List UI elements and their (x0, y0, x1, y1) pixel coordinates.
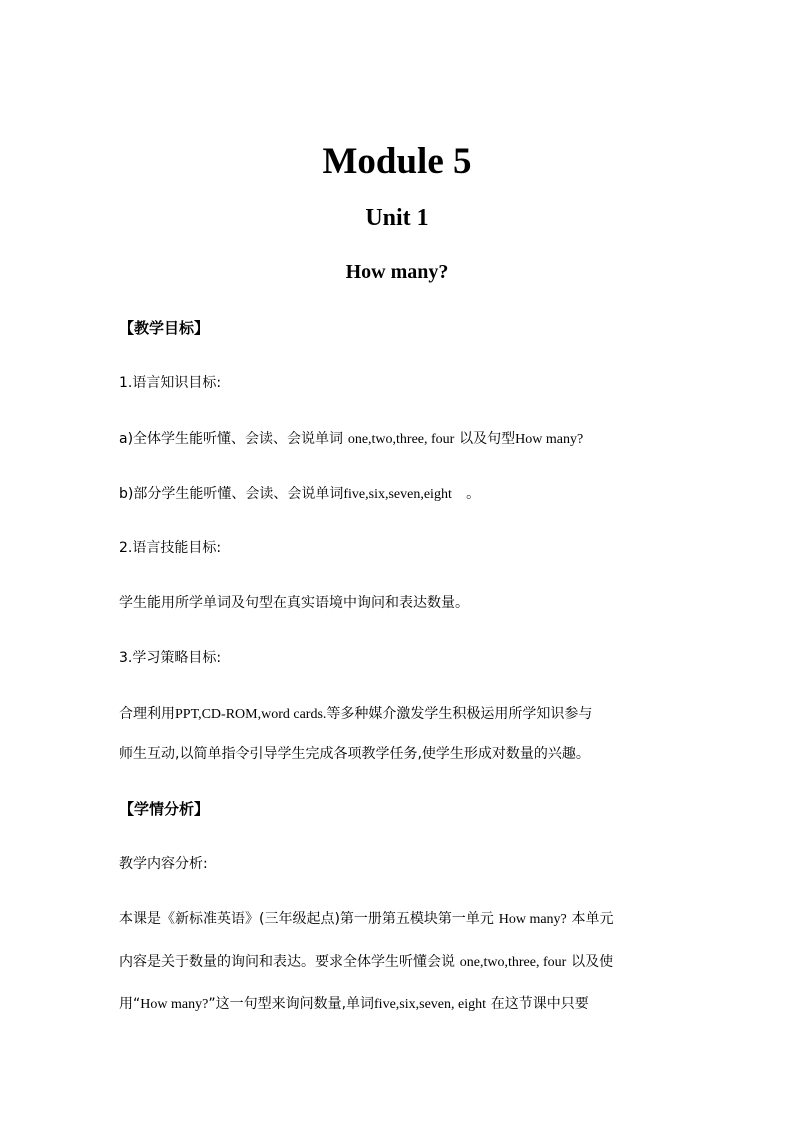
goal3-line1 (119, 703, 592, 725)
para2-text-b: 以及使 (571, 954, 614, 970)
goal1-b-end: 。 (466, 486, 481, 502)
goal3-label: 3.学习策略目标: (119, 650, 222, 666)
para3-text-b: ”这一句型来询问数量,单词 (208, 996, 375, 1012)
goals-heading: 【教学目标】 (119, 319, 210, 337)
module-title: Module 5 (322, 141, 472, 182)
para-line1 (119, 908, 614, 930)
goal1-a-text: a)全体学生能听懂、会读、会说单词 (119, 431, 344, 447)
para3-pattern: How many? (140, 997, 209, 1012)
goal3-media: PPT,CD-ROM,word cards. (175, 707, 327, 722)
goal1-a-pattern: How many? (515, 432, 584, 447)
para1-text-a: 本课是《新标准英语》(三年级起点)第一册第五模块第一单元 (119, 911, 494, 927)
para-line3 (119, 993, 589, 1015)
goal1-b-text: b)部分学生能听懂、会读、会说单词 (119, 486, 344, 502)
unit-title: Unit 1 (365, 205, 429, 231)
para2-text-a: 内容是关于数量的询问和表达。要求全体学生听懂会说 (119, 954, 455, 970)
goal3-text-a: 合理利用 (119, 706, 175, 722)
para3-text-a: 用“ (119, 996, 141, 1012)
para3-text-c: 在这节课中只要 (490, 996, 589, 1012)
goal2-text: 学生能用所学单词及句型在真实语境中询问和表达数量。 (119, 595, 469, 611)
content-label: 教学内容分析: (119, 856, 208, 872)
goal1-a-text2: 以及句型 (459, 431, 516, 447)
para2-words: one,two,three, four (459, 955, 567, 970)
goal3-text-b: 等多种媒介激发学生积极运用所学知识参与 (326, 706, 593, 722)
para3-words: five,six,seven, eight (374, 997, 486, 1012)
topic-title: How many? (345, 261, 449, 283)
goal2-label: 2.语言技能目标: (119, 540, 222, 556)
goal1-a-words: one,two,three, four (347, 432, 455, 447)
goal1-b-line (119, 483, 480, 505)
goal1-b-words: five,six,seven,eight (343, 487, 452, 502)
goal1-a-line (119, 428, 583, 450)
analysis-heading: 【学情分析】 (119, 800, 210, 818)
goal1-label: 1.语言知识目标: (119, 375, 222, 391)
para1-title: How many? (498, 912, 567, 927)
para1-text-b: 本单元 (571, 911, 614, 927)
goal3-line2: 师生互动,以简单指令引导学生完成各项教学任务,使学生形成对数量的兴趣。 (119, 746, 590, 762)
para-line2 (119, 951, 613, 973)
